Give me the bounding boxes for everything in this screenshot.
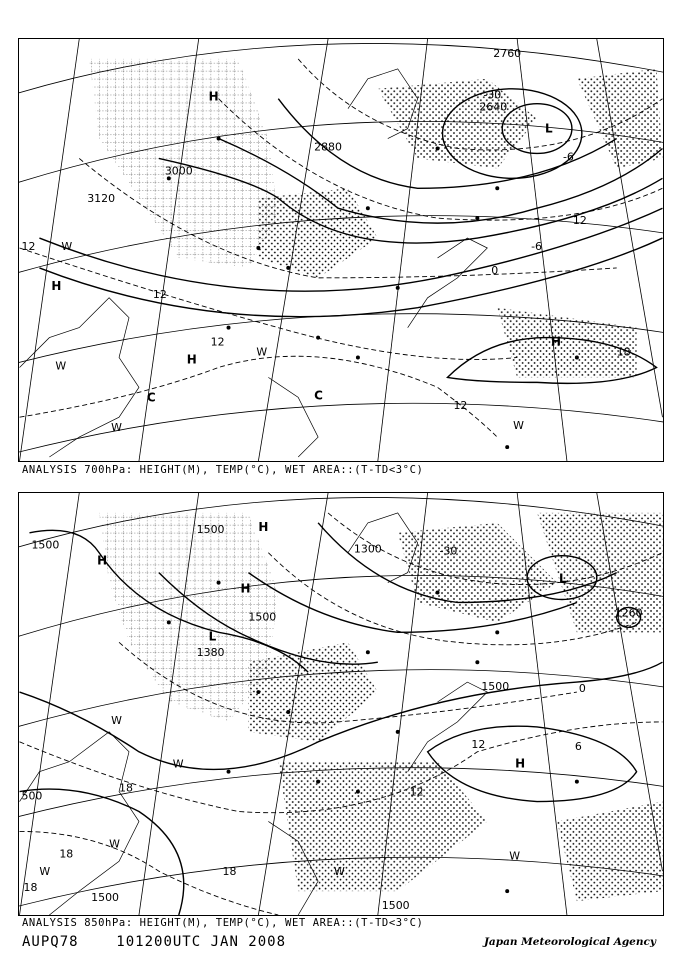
high-pressure-label: H [258, 519, 269, 534]
warm-center-label: W [172, 757, 184, 771]
isotherm-label: 12 [409, 785, 424, 799]
contour-label: 1260 [614, 606, 643, 620]
warm-center-label: W [513, 419, 525, 433]
panel-caption-700hpa: ANALYSIS 700hPa: HEIGHT(M), TEMP(°C), WET AREA::(T-TD<3°C) [22, 464, 424, 476]
contour-label: 1500 [196, 522, 225, 536]
contour-label: 1300 [353, 542, 382, 556]
isotherm-label: 18 [59, 847, 74, 861]
isotherm-label: 18 [616, 345, 631, 359]
cold-center-label: C [146, 390, 156, 405]
isotherm-label: 0 [578, 682, 586, 696]
weather-map-850hpa [19, 493, 663, 915]
warm-center-label: W [111, 713, 122, 727]
contour-label: 3000 [164, 164, 193, 178]
contour-label: 1380 [196, 646, 225, 660]
isotherm-label: 6 [574, 739, 582, 753]
isotherm-label: -30 [439, 544, 458, 558]
warm-center-label: W [109, 837, 120, 851]
isotherm-label: -30 [483, 88, 502, 102]
contour-label: 1500 [31, 538, 60, 552]
warm-center-label: W [334, 865, 345, 879]
cold-center-label: C [314, 388, 323, 403]
low-pressure-label: L [208, 629, 217, 644]
isotherm-label: 18 [23, 881, 38, 895]
high-pressure-label: H [97, 553, 108, 568]
isotherm-label: 18 [119, 781, 133, 795]
chart-code: AUPQ78 [22, 934, 79, 950]
isotherm-label: 12 [152, 287, 167, 301]
isotherm-label: 12 [471, 737, 486, 751]
warm-center-label: W [55, 359, 67, 373]
valid-time: 101200UTC JAN 2008 [116, 934, 287, 950]
chart-identifier [22, 934, 286, 950]
chart-panel-700hpa [18, 38, 664, 462]
high-pressure-label: H [240, 581, 251, 596]
contour-label: 2880 [314, 140, 342, 154]
chart-panel-850hpa [18, 492, 664, 916]
contour-label: 2640 [479, 100, 508, 114]
isotherm-label: 12 [21, 240, 36, 254]
low-pressure-label: L [558, 571, 567, 586]
high-pressure-label: H [515, 756, 526, 771]
high-pressure-label: H [186, 352, 197, 367]
warm-center-label: W [111, 421, 122, 435]
wet-areas [99, 513, 662, 901]
isotherm-label: 12 [453, 399, 468, 413]
warm-center-label: W [61, 240, 73, 254]
contour-label: 500 [21, 789, 43, 803]
high-pressure-label: H [51, 278, 62, 293]
isotherm-label: -6 [531, 240, 543, 254]
high-pressure-label: H [208, 89, 219, 104]
contour-label: 1500 [481, 680, 510, 694]
isotherm-label: 12 [210, 335, 225, 349]
contour-label: 1500 [381, 899, 410, 913]
isotherm-label: -6 [562, 150, 574, 164]
warm-center-label: W [509, 849, 521, 863]
contour-label: 1500 [91, 891, 120, 905]
isotherm-label: 0 [491, 263, 499, 277]
contour-label: 2760 [493, 46, 522, 60]
agency-credit: Japan Meteorological Agency [483, 936, 656, 948]
contour-label: 3120 [87, 192, 116, 206]
high-pressure-label: H [551, 334, 562, 349]
isotherm-label: 18 [222, 865, 237, 879]
contour-label: 1500 [248, 610, 277, 624]
weather-map-700hpa [19, 39, 663, 461]
low-pressure-label: L [545, 121, 553, 136]
warm-center-label: W [256, 345, 268, 359]
warm-center-label: W [39, 865, 51, 879]
panel-caption-850hpa: ANALYSIS 850hPa: HEIGHT(M), TEMP(°C), WET AREA::(T-TD<3°C) [22, 917, 424, 929]
isotherm-label: 12 [572, 214, 587, 228]
